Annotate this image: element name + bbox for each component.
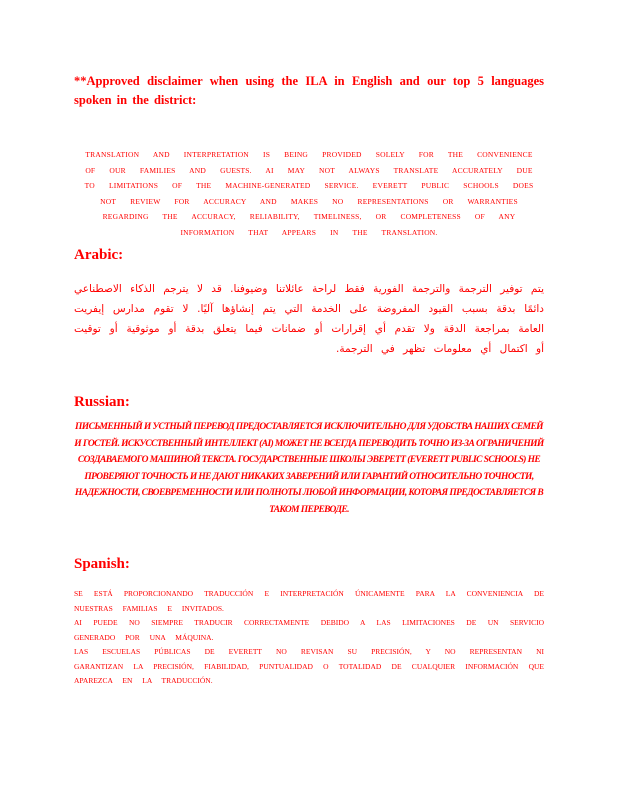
arabic-disclaimer: يتم توفير الترجمة والترجمة الفورية فقط لراحة عائلاتنا وضيوفنا. قد لا يترجم الذكاء الاصطناعي دائمًا بدقة بسبب القيود المفروضة على الخدمة التي يتم إنشاؤها آليًا. لا تقوم مدارس إيفريت العامة بمراجعة الدقة ولا تقدم أي إقرارات أو ضمانات فيما يتعلق بدقة أو موثوقية أو توقيت أو اكتمال أي معلومات تظهر في الترجمة.	[74, 283, 544, 355]
spanish-disclaimer	[74, 587, 544, 689]
english-disclaimer: TRANSLATION AND INTERPRETATION IS BEING PROVIDED SOLELY FOR THE CONVENIENCE OF OUR FAMILIES AND GUESTS. AI MAY NOT ALWAYS TRANSLATE ACCURATELY DUE TO LIMITATIONS OF THE MACHINE-GENERATED SERVICE. EVERETT PUBLIC SCHOOLS DOES NOT REVIEW FOR ACCURACY AND MAKES NO REPRESENTATIONS OR WARRANTIES REGARDING THE ACCURACY, RELIABILITY, TIMELINESS, OR COMPLETENESS OF ANY INFORMATION THAT APPEARS IN THE TRANSLATION.	[84, 150, 534, 237]
arabic-title: Arabic:	[74, 247, 124, 263]
russian-disclaimer: ПИСЬМЕННЫЙ И УСТНЫЙ ПЕРЕВОД ПРЕДОСТАВЛЯЕТСЯ ИСКЛЮЧИТЕЛЬНО ДЛЯ УДОБСТВА НАШИХ СЕМЕЙ И ГОСТЕЙ. ИСКУССТВЕННЫЙ ИНТЕЛЛЕКТ (AI) МОЖЕТ НЕ ВСЕГДА ПЕРЕВОДИТЬ ТОЧНО ИЗ-ЗА ОГРАНИЧЕНИЙ СОЗДАВАЕМОГО МАШИНОЙ ТЕКСТА. ГОСУДАРСТВЕННЫЕ ШКОЛЫ ЭВЕРЕТТ (EVERETT PUBLIC SCHOOLS) НЕ ПРОВЕРЯЮТ ТОЧНОСТЬ И НЕ ДАЮТ НИКАКИХ ЗАВЕРЕНИЙ ИЛИ ГАРАНТИЙ ОТНОСИТЕЛЬНО ТОЧНОСТИ, НАДЕЖНОСТИ, СВОЕВРЕМЕННОСТИ ИЛИ ПОЛНОТЫ ЛЮБОЙ ИНФОРМАЦИИ, КОТОРАЯ ПРЕДОСТАВЛЯЕТСЯ В ТАКОМ ПЕРЕВОДЕ.	[74, 422, 544, 515]
spanish-paragraph-3: LAS ESCUELAS PÚBLICAS DE EVERETT NO REVISAN SU PRECISIÓN, Y NO REPRESENTAN NI GARANTIZAN LA PRECISIÓN, FIABILIDAD, PUNTUALIDAD O TOTALIDAD DE CUALQUIER INFORMACIÓN QUE APAREZCA EN LA TRADUCCIÓN.	[74, 647, 544, 685]
spanish-paragraph-1: SE ESTÁ PROPORCIONANDO TRADUCCIÓN E INTERPRETACIÓN ÚNICAMENTE PARA LA CONVENIENCIA DE NUESTRAS FAMILIAS E INVITADOS.	[74, 589, 544, 613]
spanish-paragraph-2: AI PUEDE NO SIEMPRE TRADUCIR CORRECTAMENTE DEBIDO A LAS LIMITACIONES DE UN SERVICIO GENERADO POR UNA MÁQUINA.	[74, 618, 544, 642]
russian-title: Russian:	[74, 394, 130, 410]
spanish-title: Spanish:	[74, 556, 130, 572]
disclaimer-heading: **Approved disclaimer when using the ILA in English and our top 5 languages spoken in the district:	[74, 74, 544, 107]
